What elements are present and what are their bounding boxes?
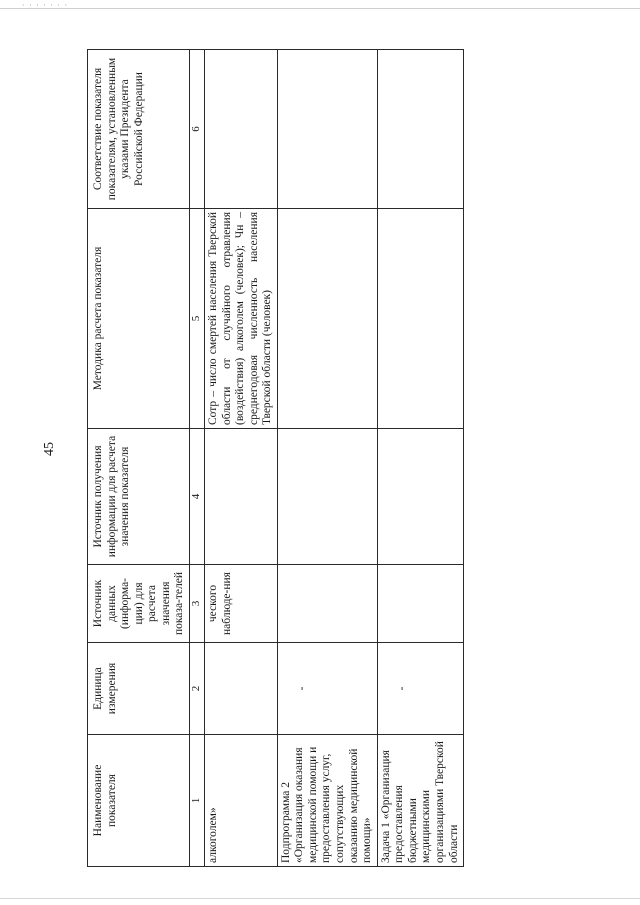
unit-cell: - — [377, 643, 463, 735]
method-cell: Сотр – число смертей населения Тверской области от случайного отравления (воздействия) алкоголем (человек); Чн – среднегодовая численность населения Тверской области (человек) — [204, 209, 277, 429]
column-number: 4 — [189, 429, 204, 565]
scan-edge-bottom — [0, 898, 640, 899]
method-cell — [277, 209, 377, 429]
column-number: 3 — [189, 565, 204, 643]
header-cell: Источник получения информации для расчета значения показателя — [88, 429, 190, 565]
column-number: 1 — [189, 735, 204, 867]
data-source-cell: ческого наблюде-ния — [204, 565, 277, 643]
scan-edge-top — [0, 8, 640, 9]
header-cell: Методика расчета показателя — [88, 209, 190, 429]
table-row — [377, 50, 463, 867]
header-cell: Соответствие показателя показателям, установленным указами Президента Российской Федерации — [88, 50, 190, 209]
compliance-cell — [277, 50, 377, 209]
table-row — [277, 50, 377, 867]
header-cell: Наименование показателя — [88, 735, 190, 867]
indicator-name-cell: Подпрограмма 2 «Организация оказания медицинской помощи и предоставления услуг, сопутствующих оказанию медицинской помощи» — [277, 735, 377, 867]
indicator-table — [87, 49, 464, 867]
header-cell: Источник данных (информа-ции) для расчета значения показа-телей — [88, 565, 190, 643]
unit-cell: - — [277, 643, 377, 735]
compliance-cell — [377, 50, 463, 209]
indicator-name-cell: Задача 1 «Организация предоставления бюджетными медицинскими организациями Тверской области — [377, 735, 463, 867]
method-cell — [377, 209, 463, 429]
scan-edge-dots: · · · · · · · — [22, 1, 69, 10]
table-row — [204, 50, 277, 867]
info-source-cell — [377, 429, 463, 565]
info-source-cell — [277, 429, 377, 565]
column-number: 2 — [189, 643, 204, 735]
header-row — [88, 50, 190, 867]
data-source-cell — [377, 565, 463, 643]
data-source-cell — [277, 565, 377, 643]
unit-cell — [204, 643, 277, 735]
rotated-table-wrapper — [87, 50, 460, 867]
compliance-cell — [204, 50, 277, 209]
column-number-row — [189, 50, 204, 867]
header-cell: Единица измерения — [88, 643, 190, 735]
column-number: 6 — [189, 50, 204, 209]
indicator-name-cell: алкоголем» — [204, 735, 277, 867]
page-number: 45 — [42, 442, 57, 456]
column-number: 5 — [189, 209, 204, 429]
info-source-cell — [204, 429, 277, 565]
